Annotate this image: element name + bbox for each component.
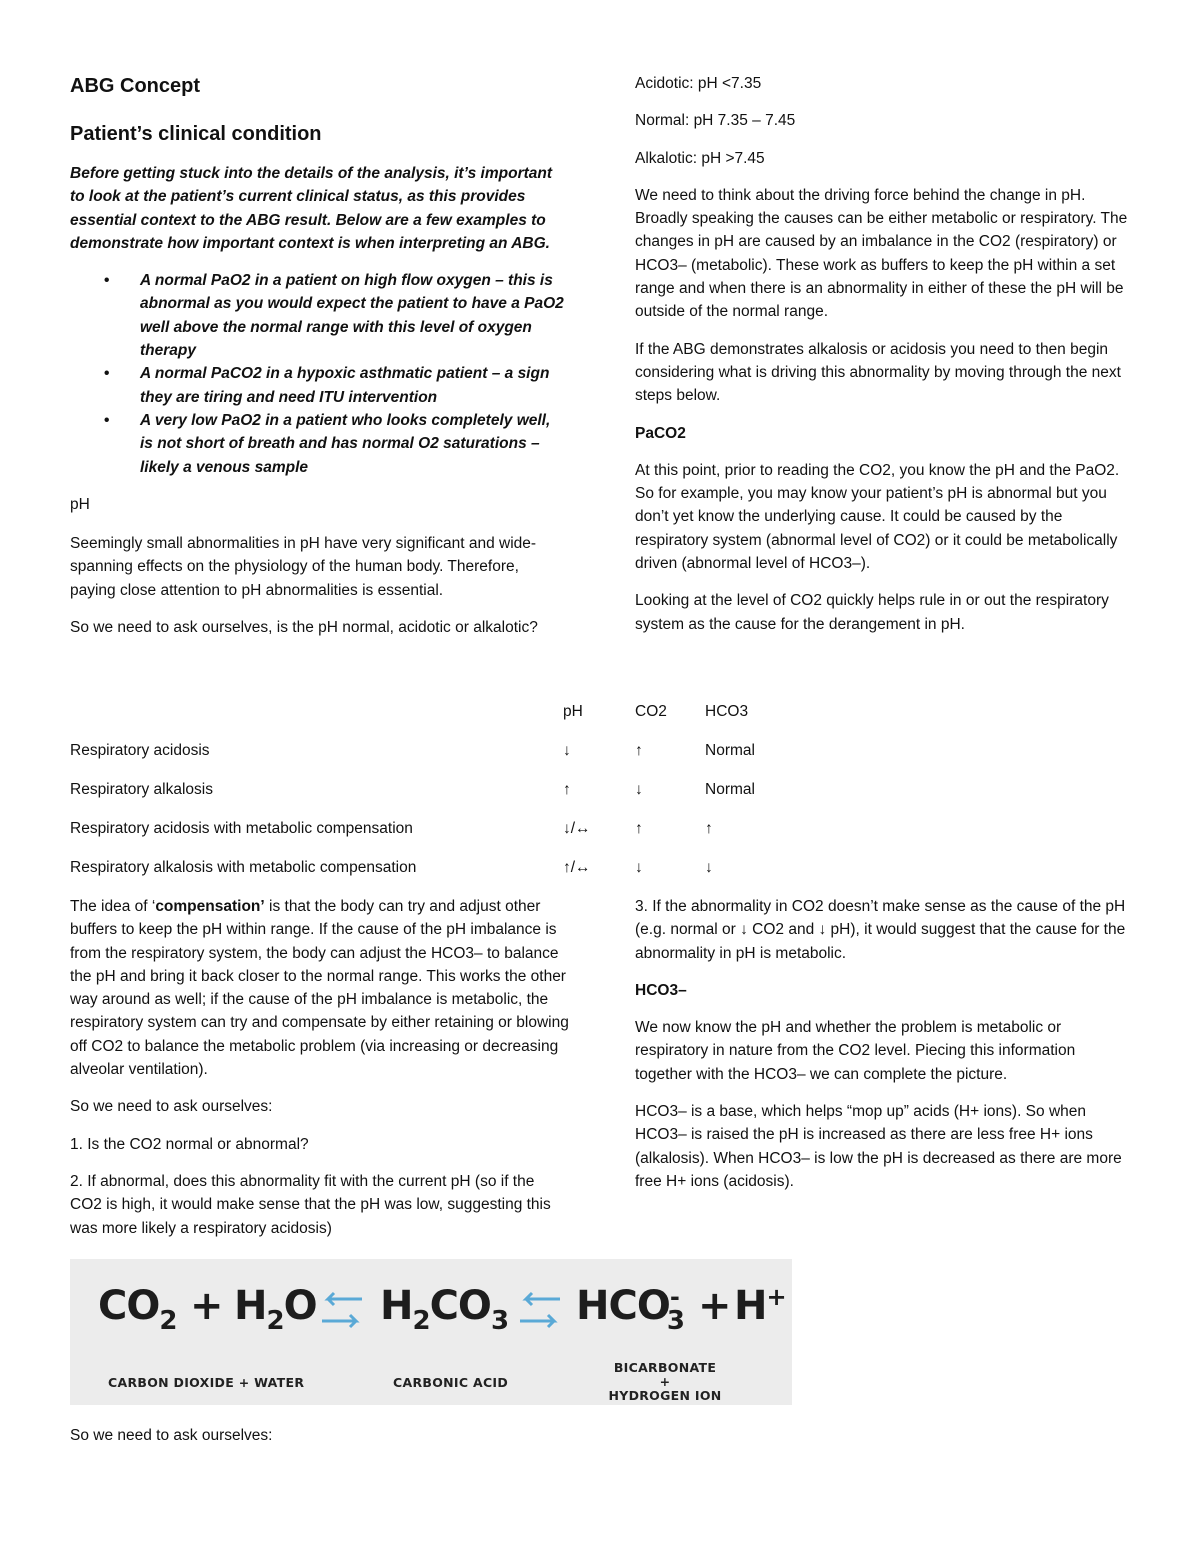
question-1: 1. Is the CO2 normal or abnormal? xyxy=(70,1135,309,1153)
list-item-text: A normal PaCO2 in a hypoxic asthmatic patient – a sign they are tiring and need ITU intervention xyxy=(140,365,550,406)
table-cell: ↓ xyxy=(635,859,643,876)
table-cell: Respiratory alkalosis with metabolic compensation xyxy=(70,859,417,876)
paco2-paragraph: At this point, prior to reading the CO2, you know the pH and the PaO2. So for example, you may know your patient’s pH is abnormal but you don’t yet know the underlying cause. It could be caused by the respiratory system (abnormal level of CO2) or it could be metabolically driven (abnormal level of HCO3–). xyxy=(635,461,1120,573)
text-run-bold: compensation’ xyxy=(155,898,265,915)
caption-bicarbonate: BICARBONATE xyxy=(613,1360,717,1375)
table-row xyxy=(70,778,790,817)
next-steps-paragraph: If the ABG demonstrates alkalosis or acidosis you need to then begin considering what is driving this abnormality by moving through the next steps below. xyxy=(635,340,1121,405)
equation-hco3: $HCO^-_3$ xyxy=(576,1283,684,1336)
equation-h2co3: $H_2CO_3$ xyxy=(380,1283,509,1336)
left-column-top xyxy=(70,72,565,653)
table-cell: Normal xyxy=(705,781,755,798)
hco3-heading: HCO3– xyxy=(635,981,687,999)
text-run: The idea of ‘ xyxy=(70,898,156,915)
ask-paragraph: So we need to ask ourselves: xyxy=(70,1098,273,1116)
text-run: is that the body can try and adjust other buffers to keep the pH within range. If the cause of the pH imbalance is from the respiratory system, the body can adjust the HCO3– to balance the pH and bring it back closer to the normal range. This works the other way around as well; if the cause of the pH imbalance is metabolic, the respiratory system can try and compensate by either retaining or blowing off CO2 to balance the metabolic problem (via increasing or decreasing alveolar ventilation). xyxy=(70,898,569,1079)
table-header-row xyxy=(70,700,790,739)
equilibrium-arrows-icon xyxy=(318,1289,366,1333)
table-row xyxy=(70,856,790,895)
caption-hydrogen-ion: HYDROGEN ION xyxy=(608,1388,722,1403)
left-column-bottom xyxy=(70,895,570,1254)
table-cell: Respiratory acidosis with metabolic compensation xyxy=(70,820,413,837)
acidotic-range: Acidotic: pH <7.35 xyxy=(635,75,762,92)
ph-paragraph: Seemingly small abnormalities in pH have very significant and wide-spanning effects on the physiology of the human body. Therefore, paying close attention to pH abnormalities is essential. xyxy=(70,535,537,599)
list-item-text: A very low PaO2 in a patient who looks completely well, is not short of breath and has normal O2 saturations – likely a venous sample xyxy=(140,411,551,476)
table-cell: ↑ xyxy=(563,781,571,798)
equation-co2: $CO_2$ xyxy=(98,1283,177,1336)
list-item xyxy=(104,409,565,479)
bullet-icon: • xyxy=(104,272,110,290)
co2-rule-paragraph: Looking at the level of CO2 quickly helps rule in or out the respiratory system as the cause for the derangement in pH. xyxy=(635,592,1109,633)
table-cell: ↓ xyxy=(635,781,643,798)
bullet-icon: • xyxy=(104,411,110,429)
table-cell: ↑/↔ xyxy=(563,859,591,876)
question-2: 2. If abnormal, does this abnormality fit with the current pH (so if the CO2 is high, it would make sense that the pH was low, suggesting this was more likely a respiratory acidosis) xyxy=(70,1172,551,1237)
equation-plus: + xyxy=(190,1283,223,1329)
hco3-paragraph-1: We now know the pH and whether the problem is metabolic or respiratory in nature from the CO2 level. Piecing this information together with the HCO3– we can complete the picture. xyxy=(635,1019,1076,1083)
table-cell: ↑ xyxy=(705,820,713,837)
right-column-bottom xyxy=(635,895,1130,1207)
equation-h-ion: H+ xyxy=(734,1283,786,1329)
caption-plus: + xyxy=(659,1374,671,1389)
table-cell: ↓ xyxy=(563,742,571,759)
table-row xyxy=(70,739,790,778)
caption-carbon-dioxide-water: CARBON DIOXIDE + WATER xyxy=(108,1375,305,1390)
table-row xyxy=(70,817,790,856)
equation-h2o: $H_2O$ xyxy=(234,1283,317,1336)
equation-plus: + xyxy=(698,1283,731,1329)
paco2-heading: PaCO2 xyxy=(635,424,686,442)
page-title: ABG Concept xyxy=(70,75,200,97)
caption-carbonic-acid: CARBONIC ACID xyxy=(393,1375,509,1390)
table-header-cell: HCO3 xyxy=(705,703,749,720)
ph-question: So we need to ask ourselves, is the pH normal, acidotic or alkalotic? xyxy=(70,619,538,637)
right-column-top xyxy=(635,72,1135,650)
caption-bicarbonate-hydrogen xyxy=(605,1361,725,1403)
bullet-icon: • xyxy=(104,365,110,383)
question-3: 3. If the abnormality in CO2 doesn’t make sense as the cause of the pH (e.g. normal or ↓ CO2 and ↓ pH), it would suggest that the cause for the abnormality in pH is metabolic. xyxy=(635,898,1126,962)
hco3-paragraph-2: HCO3– is a base, which helps “mop up” acids (H+ ions). So when HCO3– is raised the pH is increased as there are less free H+ ions (alkalosis). When HCO3– is low the pH is decreased as there are more free H+ ions (acidosis). xyxy=(635,1103,1122,1190)
ph-heading: pH xyxy=(70,495,90,513)
examples-list xyxy=(70,269,565,479)
table-cell: ↑ xyxy=(635,742,643,759)
carbonic-acid-equation-figure xyxy=(70,1259,792,1405)
alkalotic-range: Alkalotic: pH >7.45 xyxy=(635,149,765,167)
table-header-cell: pH xyxy=(563,703,583,720)
table-cell: Respiratory acidosis xyxy=(70,742,210,759)
table-header-cell: CO2 xyxy=(635,703,667,720)
list-item xyxy=(104,362,565,409)
abg-table xyxy=(70,700,790,895)
closing-question: So we need to ask ourselves: xyxy=(70,1427,273,1444)
normal-range: Normal: pH 7.35 – 7.45 xyxy=(635,112,796,130)
table-cell: ↓ xyxy=(705,859,713,876)
table-cell: Respiratory alkalosis xyxy=(70,781,213,798)
intro-paragraph: Before getting stuck into the details of the analysis, it’s important to look at the patient’s current clinical status, as this provides essential context to the ABG result. Below are a few examples to demonstrate how important context is when interpreting an ABG. xyxy=(70,165,553,252)
driving-force-paragraph: We need to think about the driving force behind the change in pH. Broadly speaking the causes can be either metabolic or respiratory. The changes in pH are caused by an imbalance in the CO2 (respiratory) or HCO3– (metabolic). These work as buffers to keep the pH within a set range and when there is an abnormality in either of these the pH will be outside of the normal range. xyxy=(635,186,1128,321)
table-cell: ↑ xyxy=(635,820,643,837)
equilibrium-arrows-icon xyxy=(516,1289,564,1333)
table-cell: ↓/↔ xyxy=(563,820,591,837)
list-item xyxy=(104,269,565,362)
list-item-text: A normal PaO2 in a patient on high flow oxygen – this is abnormal as you would expect the patient to have a PaO2 well above the normal range with this level of oxygen therapy xyxy=(140,272,564,360)
table-cell: Normal xyxy=(705,742,755,759)
section-heading-clinical-condition: Patient’s clinical condition xyxy=(70,123,322,145)
compensation-paragraph xyxy=(70,895,570,1081)
